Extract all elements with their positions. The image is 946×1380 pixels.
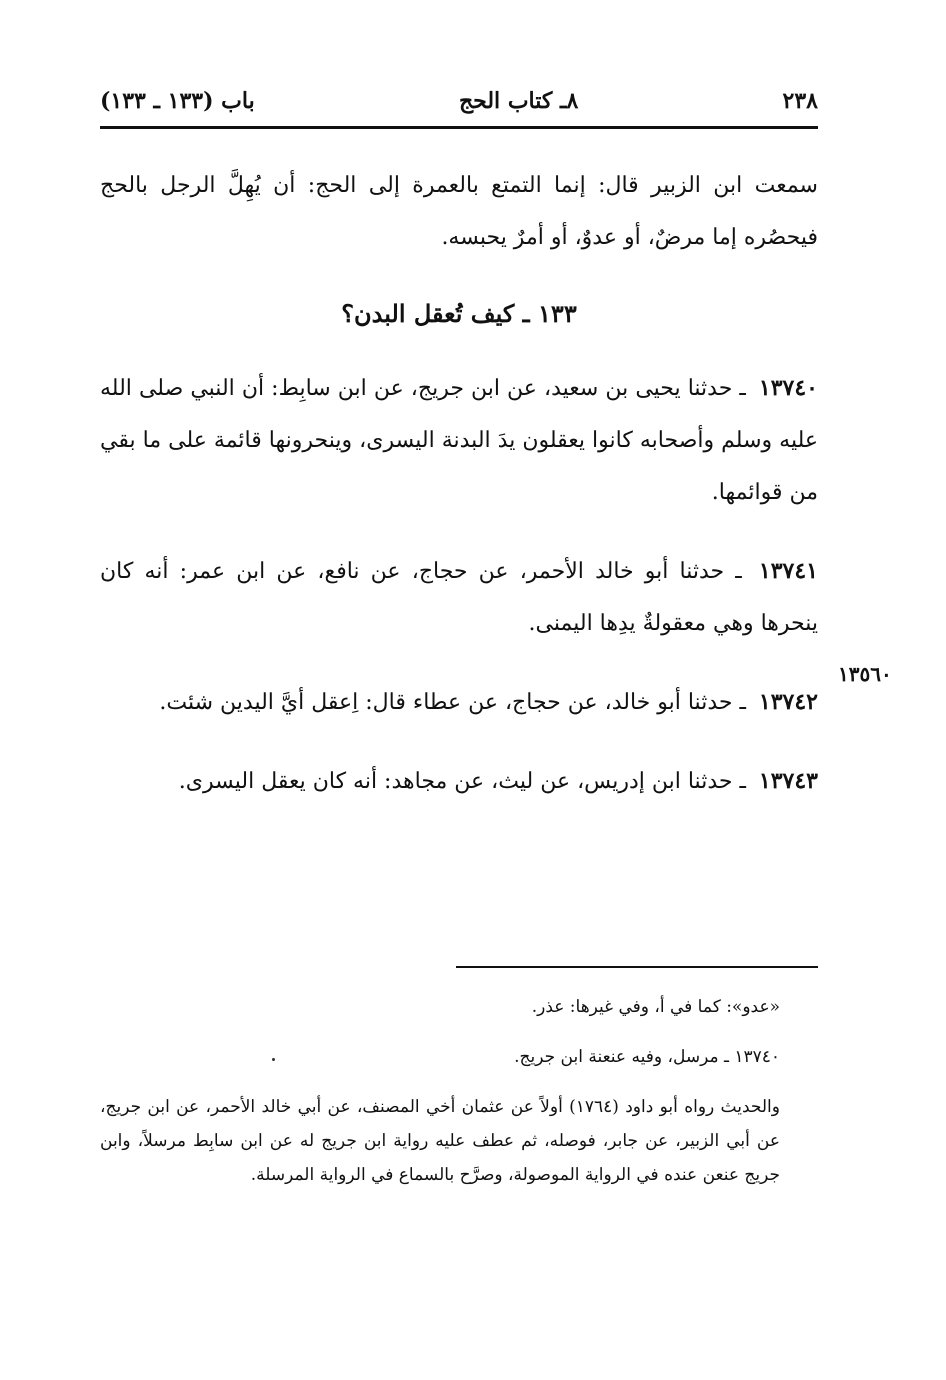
hadith-text: ـ حدثنا أبو خالد، عن حجاج، عن عطاء قال: اِعقل أيَّ اليدين شئت. <box>159 690 746 715</box>
hadith-number: ١٣٧٤٣ <box>758 768 818 794</box>
header-divider <box>100 126 818 129</box>
hadith-number: ١٣٧٤١ <box>758 558 818 584</box>
page-header <box>100 80 818 122</box>
hadith-entry <box>100 755 818 808</box>
hadith-text: ـ حدثنا يحيى بن سعيد، عن ابن جريج، عن ابن سابِط: أن النبي صلى الله عليه وسلم وأصحابه كانوا يعقلون يدَ البدنة اليسرى، وينحرونها قائمة على ما بقي من قوائمها. <box>100 376 818 505</box>
hadith-entry <box>100 362 818 519</box>
hadith-number: ١٣٧٤٠ <box>758 375 818 401</box>
hadith-number: ١٣٧٤٢ <box>758 689 818 715</box>
hadith-entry <box>100 676 818 729</box>
hadith-entry <box>100 545 818 650</box>
margin-reference-number: ١٣٥٦٠ <box>838 662 892 686</box>
page-number: ٢٣٨ <box>782 88 818 114</box>
hadith-text: ـ حدثنا أبو خالد الأحمر، عن حجاج، عن نافع، عن ابن عمر: أنه كان ينحرها وهي معقولةٌ يدِها اليمنى. <box>100 559 818 636</box>
footnote-3: والحديث رواه أبو داود (١٧٦٤) أولاً عن عثمان أخي المصنف، عن أبي خالد الأحمر، عن ابن جريج، عن أبي الزبير، عن جابر، فوصله، ثم عطف عليه رواية ابن جريج له عن ابن سابِط مرسلاً، وابن جريج عنعن عنده في الرواية الموصولة، وصرَّح بالسماع في الرواية المرسلة. <box>100 1097 780 1185</box>
book-title: ٨ـ كتاب الحج <box>458 88 579 114</box>
main-text <box>100 160 818 834</box>
section-title: ١٣٣ ـ كيف تُعقل البدن؟ <box>341 299 577 328</box>
footnote-divider <box>456 966 818 968</box>
footnotes <box>100 990 818 1192</box>
chapter-range: باب (١٣٣ ـ ١٣٣) <box>100 88 255 114</box>
footnote-1: «عدو»: كما في أ، وفي غيرها: عذر. <box>531 997 780 1017</box>
footnote-2: ١٣٧٤٠ ـ مرسل، وفيه عنعنة ابن جريج. <box>514 1047 780 1067</box>
intro-paragraph: سمعت ابن الزبير قال: إنما التمتع بالعمرة إلى الحج: أن يُهِلَّ الرجل بالحج فيحصُره إما مرضٌ، أو عدوٌ، أو أمرٌ يحبسه. <box>100 173 818 250</box>
hadith-text: ـ حدثنا ابن إدريس، عن ليث، عن مجاهد: أنه كان يعقل اليسرى. <box>178 769 746 794</box>
